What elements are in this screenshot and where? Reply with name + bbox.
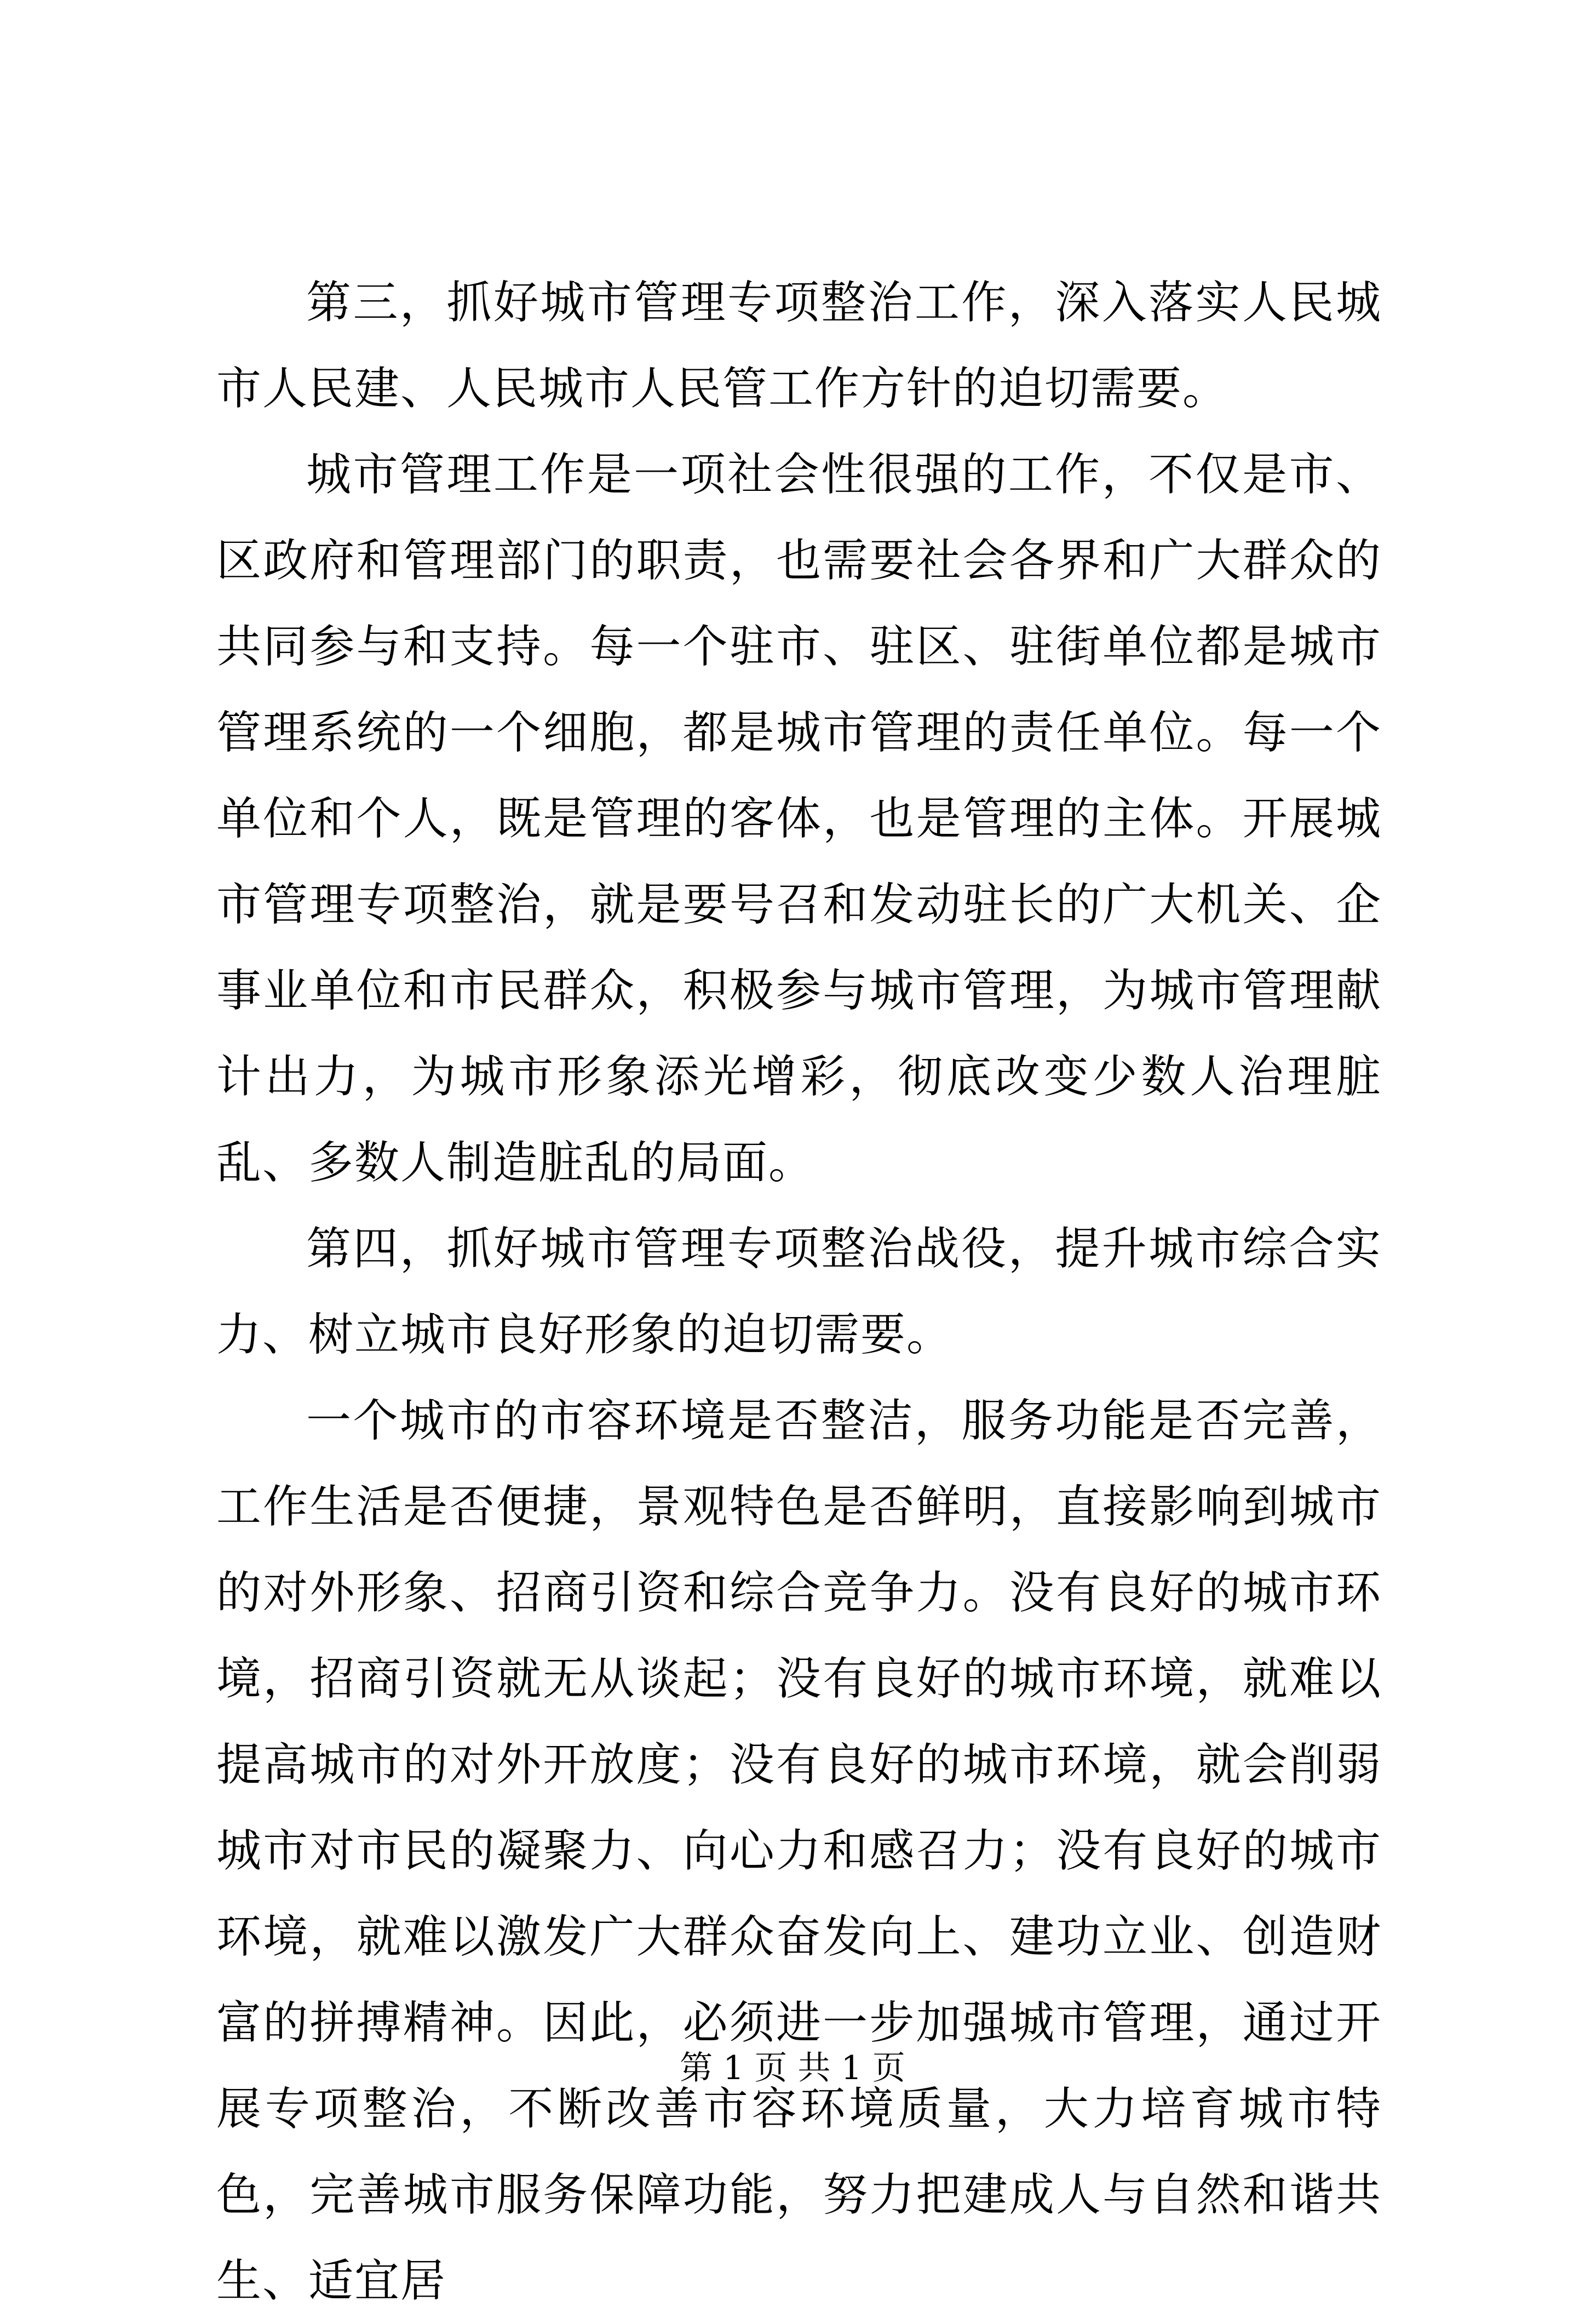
page-footer: 第 1 页 共 1 页 (680, 2049, 905, 2087)
paragraph-section-three-heading: 第三，抓好城市管理专项整治工作，深入落实人民城市人民建、人民城市人民管工作方针的迫切需要。 (216, 277, 1382, 415)
paragraph-section-four-body: 一个城市的市容环境是否整洁，服务功能是否完善，工作生活是否便捷，景观特色是否鲜明，直接影响到城市的对外形象、招商引资和综合竞争力。没有良好的城市环境，招商引资就无从谈起；没有良好的城市环境，就难以提高城市的对外开放度；没有良好的城市环境，就会削弱城市对市民的凝聚力、向心力和感召力；没有良好的城市环境，就难以激发广大群众奋发向上、建功立业、创造财富的拼搏精神。因此，必须进一步加强城市管理，通过开展专项整治，不断改善市容环境质量，大力培育城市特色，完善城市服务保障功能，努力把建成人与自然和谐共生、适宜居 (216, 1395, 1382, 2307)
paragraph-section-four-heading: 第四，抓好城市管理专项整治战役，提升城市综合实力、树立城市良好形象的迫切需要。 (216, 1223, 1382, 1361)
paragraph-section-three-body: 城市管理工作是一项社会性很强的工作，不仅是市、区政府和管理部门的职责，也需要社会各界和广大群众的共同参与和支持。每一个驻市、驻区、驻街单位都是城市管理系统的一个细胞，都是城市管理的责任单位。每一个单位和个人，既是管理的客体，也是管理的主体。开展城市管理专项整治，就是要号召和发动驻长的广大机关、企事业单位和市民群众，积极参与城市管理，为城市管理献计出力，为城市形象添光增彩，彻底改变少数人治理脏乱、多数人制造脏乱的局面。 (216, 449, 1382, 1189)
document-body (216, 260, 1382, 2324)
